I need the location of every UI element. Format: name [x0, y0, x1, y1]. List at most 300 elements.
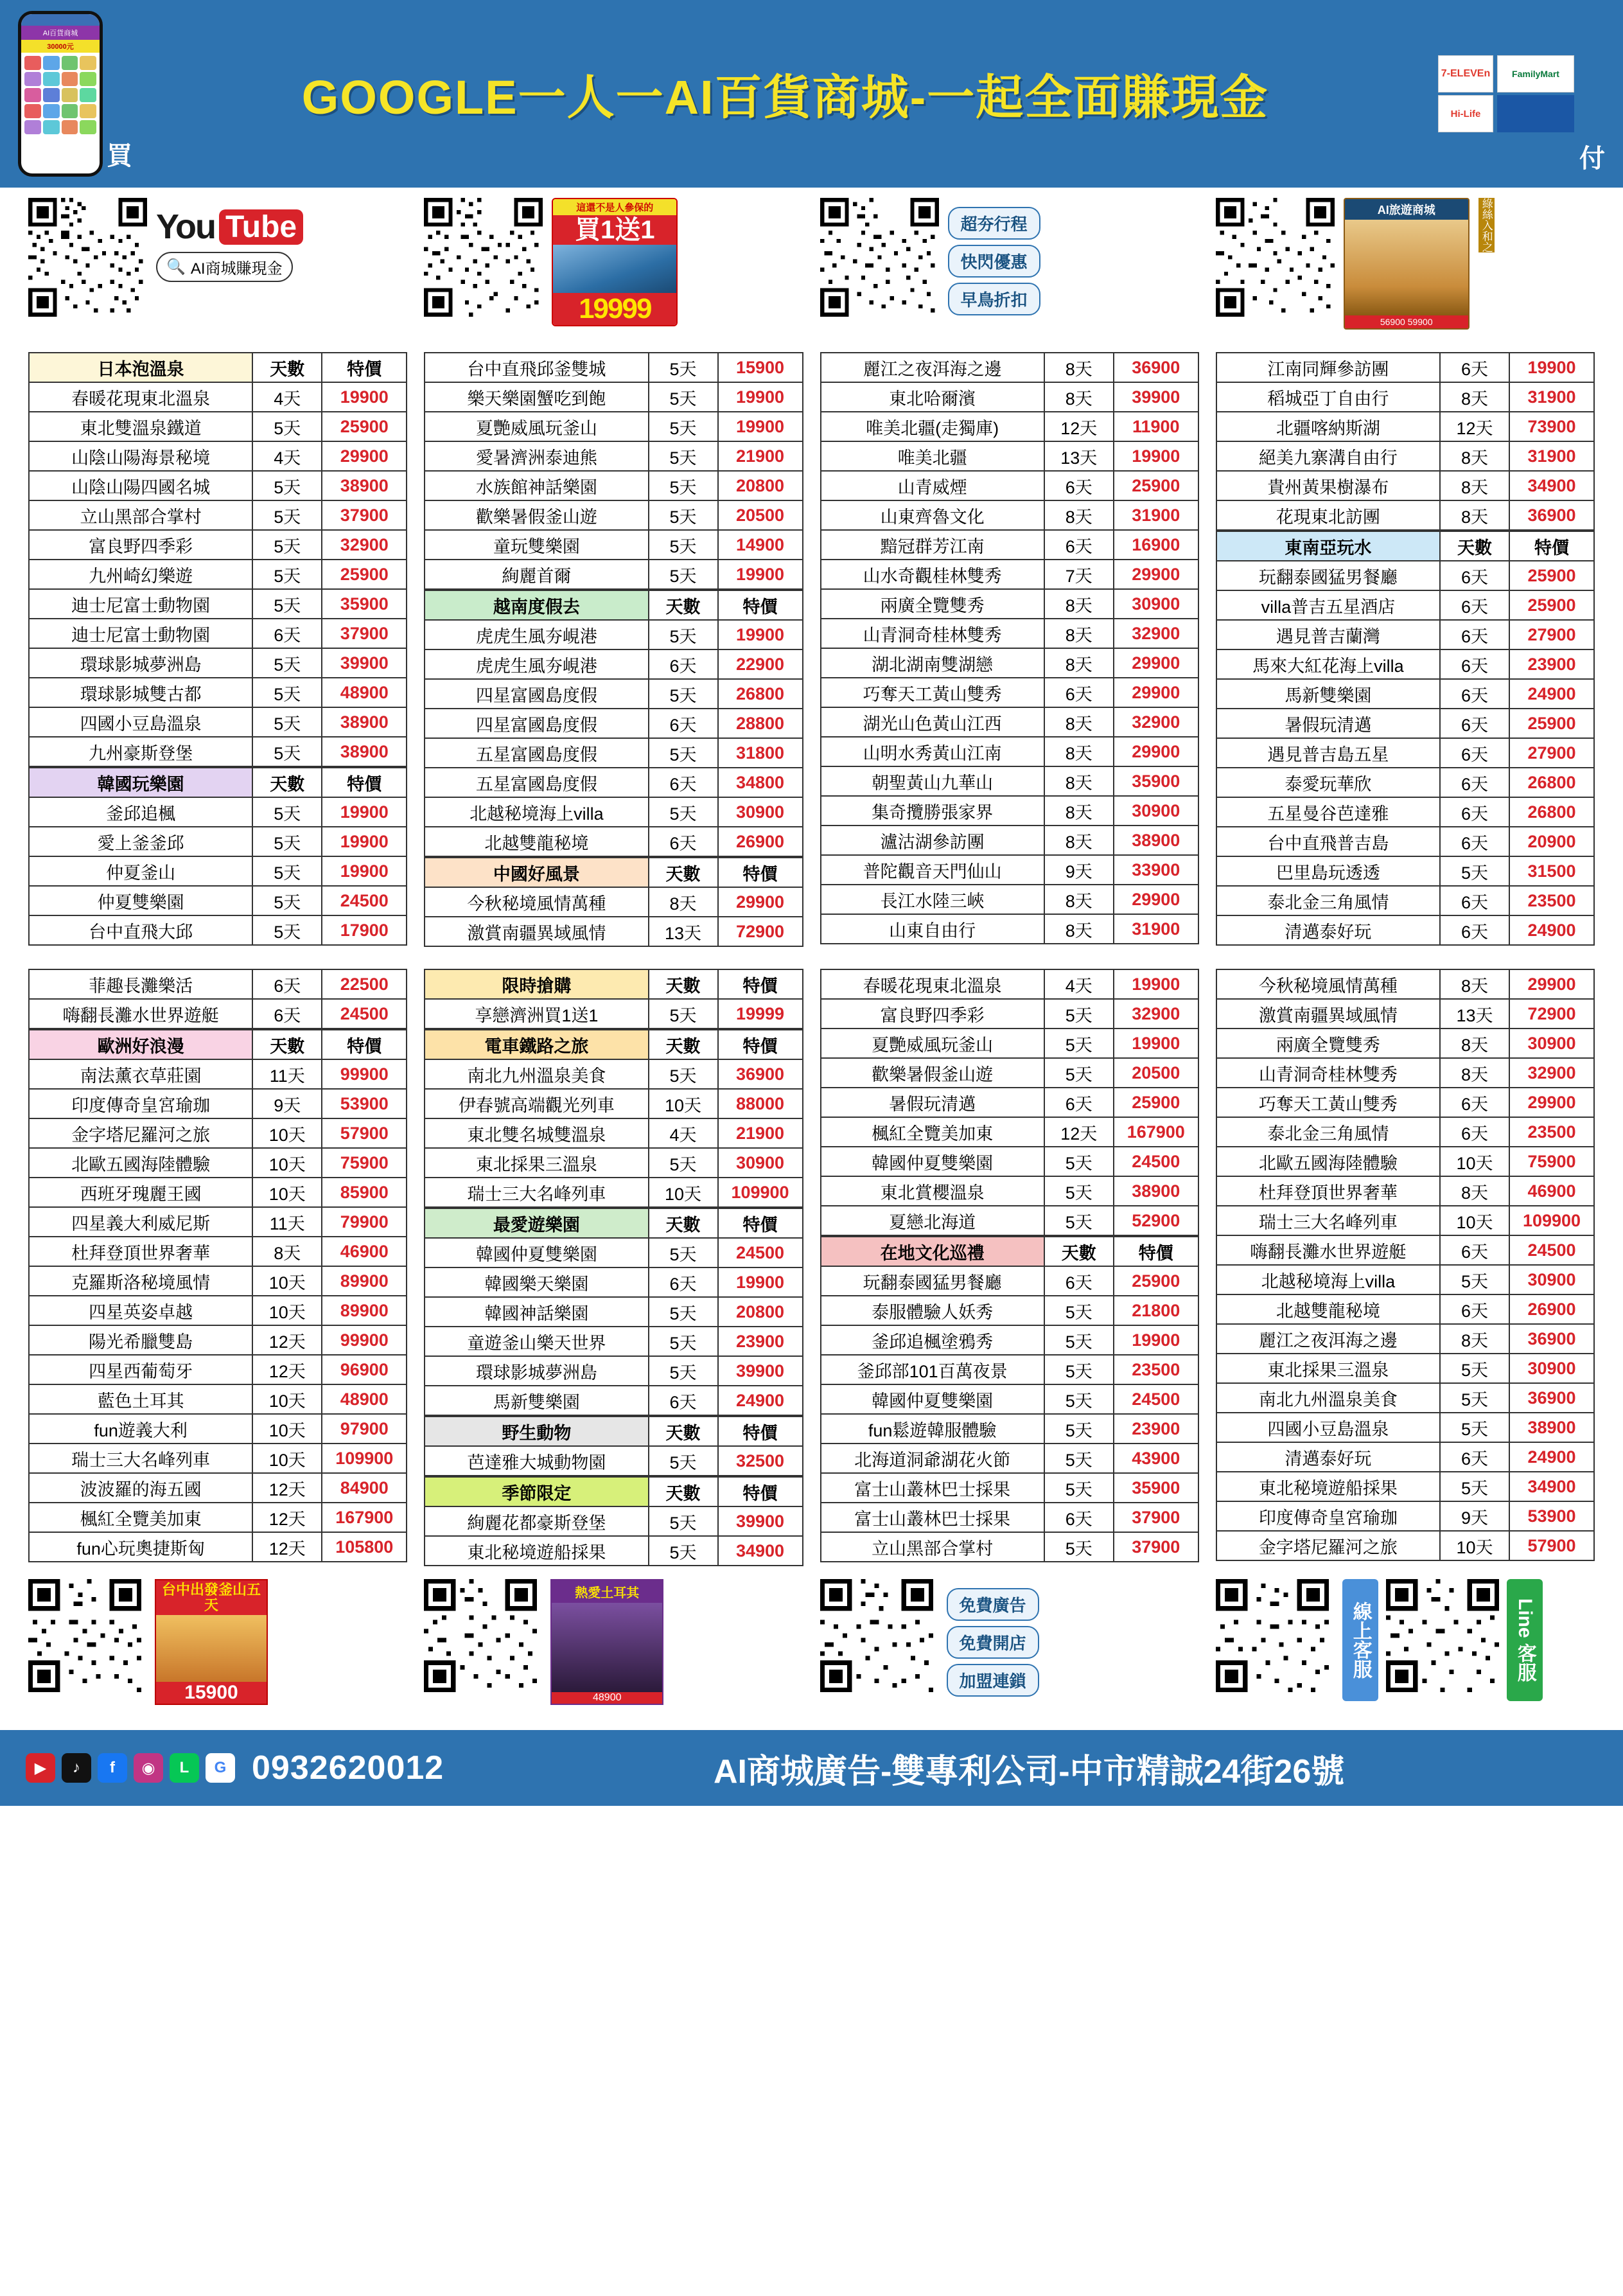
table-row[interactable] [29, 1059, 407, 1089]
qr-code-youtube[interactable] [28, 198, 147, 317]
qr-cell-youtube [28, 198, 407, 346]
table-row[interactable] [821, 766, 1198, 796]
table-row[interactable] [821, 471, 1198, 500]
qr-code-online-service[interactable] [1216, 1579, 1335, 1698]
tour-price: 30900 [1114, 796, 1198, 826]
tour-days: 11天 [252, 1207, 322, 1237]
table-row[interactable] [1216, 1294, 1594, 1324]
tour-name: 泰北金三角風情 [1216, 886, 1440, 915]
tour-days: 5天 [1044, 1414, 1114, 1444]
tour-days: 5天 [252, 797, 322, 827]
table-row[interactable] [29, 500, 407, 530]
table-row[interactable] [29, 707, 407, 737]
tour-days: 8天 [1440, 471, 1509, 500]
tour-price: 38900 [322, 707, 407, 737]
table-row[interactable] [1216, 1442, 1594, 1472]
tour-price: 19900 [322, 797, 407, 827]
tour-name: 遇見普吉蘭灣 [1216, 620, 1440, 649]
table-row[interactable] [425, 1446, 802, 1476]
tour-name: 杜拜登頂世界奢華 [1216, 1176, 1440, 1206]
table-row[interactable] [821, 441, 1198, 471]
table-row[interactable] [29, 1384, 407, 1414]
tour-days: 6天 [1440, 738, 1509, 768]
table-row[interactable] [425, 1178, 802, 1207]
tour-price: 32900 [1114, 707, 1198, 737]
table-row[interactable] [29, 886, 407, 915]
table-row[interactable] [821, 1029, 1198, 1058]
tour-days: 5天 [649, 1059, 718, 1089]
table-row[interactable] [821, 914, 1198, 944]
table-row[interactable] [29, 441, 407, 471]
table-row[interactable] [29, 827, 407, 856]
table-row[interactable] [29, 1118, 407, 1148]
table-row[interactable] [1216, 353, 1594, 382]
table-row[interactable] [29, 737, 407, 766]
table-row[interactable] [29, 1532, 407, 1562]
table-row[interactable] [821, 1473, 1198, 1503]
tour-name: 馬來大紅花海上villa [1216, 649, 1440, 679]
table-header-row [425, 1417, 802, 1446]
table-row[interactable] [1216, 709, 1594, 738]
table-row[interactable] [425, 999, 802, 1029]
table-row[interactable] [1216, 1531, 1594, 1560]
tour-days: 8天 [1044, 796, 1114, 826]
tour-days: 5天 [1440, 1354, 1509, 1383]
table-row[interactable] [821, 1503, 1198, 1532]
tour-name: 愛上釜釜邱 [29, 827, 252, 856]
table-row[interactable] [29, 1237, 407, 1266]
table-row[interactable] [1216, 999, 1594, 1029]
table-row[interactable] [821, 500, 1198, 530]
column-header-days: 天數 [649, 858, 718, 887]
tour-days: 8天 [1044, 766, 1114, 796]
table-row[interactable] [821, 737, 1198, 766]
tour-price: 109900 [322, 1444, 407, 1473]
tag-free-advertising[interactable]: 免費廣告 [947, 1588, 1039, 1621]
column-header-days: 天數 [1440, 531, 1509, 561]
qr-cell-busan-poster [28, 1579, 407, 1717]
tour-days: 6天 [1440, 1088, 1509, 1117]
table-row[interactable] [1216, 1383, 1594, 1413]
tour-price: 32500 [718, 1446, 803, 1476]
table-row[interactable] [821, 969, 1198, 999]
table-row[interactable] [29, 1414, 407, 1444]
instagram-icon[interactable]: ◉ [134, 1753, 163, 1783]
table-row[interactable] [29, 412, 407, 441]
tour-days: 8天 [1044, 914, 1114, 944]
table-row[interactable] [821, 855, 1198, 885]
table-row[interactable] [425, 441, 802, 471]
tour-name: 春暖花現東北溫泉 [29, 382, 252, 412]
table-row[interactable] [425, 353, 802, 382]
tour-days: 6天 [1440, 709, 1509, 738]
table-row[interactable] [1216, 1324, 1594, 1354]
tour-price: 88000 [718, 1089, 803, 1118]
table-row[interactable] [1216, 1413, 1594, 1442]
tour-name: 山水奇觀桂林雙秀 [821, 560, 1044, 589]
tour-price: 31800 [718, 738, 803, 768]
tour-days: 6天 [1440, 679, 1509, 709]
table-row[interactable] [1216, 886, 1594, 915]
tour-days: 5天 [252, 827, 322, 856]
turkey-poster-title: 熱愛土耳其 [552, 1580, 662, 1603]
table-row[interactable] [1216, 1501, 1594, 1531]
table-row[interactable] [29, 560, 407, 589]
tour-price: 37900 [322, 619, 407, 648]
google-icon[interactable]: G [206, 1753, 235, 1783]
table-row[interactable] [1216, 649, 1594, 679]
table-row[interactable] [821, 1384, 1198, 1414]
turkey-poster [550, 1579, 663, 1705]
tag-flash-deal[interactable]: 快閃優惠 [948, 245, 1040, 278]
table-row[interactable] [1216, 797, 1594, 827]
qr-code-free-ads[interactable] [820, 1579, 939, 1698]
tag-early-bird[interactable]: 早鳥折扣 [948, 283, 1040, 315]
table-row[interactable] [1216, 1354, 1594, 1383]
table-row[interactable] [425, 1297, 802, 1327]
table-row[interactable] [1216, 856, 1594, 886]
tour-price: 48900 [322, 678, 407, 707]
table-row[interactable] [1216, 561, 1594, 590]
youtube-icon[interactable]: ▶ [26, 1753, 55, 1783]
tour-name: 五星富國島度假 [425, 768, 648, 797]
facebook-icon[interactable]: f [98, 1753, 127, 1783]
table-row[interactable] [425, 768, 802, 797]
table-row[interactable] [29, 1355, 407, 1384]
tour-days: 5天 [1044, 1147, 1114, 1176]
table-row[interactable] [29, 1089, 407, 1118]
tour-days: 8天 [1044, 737, 1114, 766]
tour-name: 普陀觀音天門仙山 [821, 855, 1044, 885]
table-row[interactable] [29, 648, 407, 678]
tour-days: 8天 [1044, 382, 1114, 412]
tour-price: 24500 [322, 886, 407, 915]
table-row[interactable] [29, 619, 407, 648]
tour-price: 34800 [718, 768, 803, 797]
table-row[interactable] [821, 619, 1198, 648]
tour-price: 32900 [1114, 999, 1198, 1029]
table-row[interactable] [29, 1325, 407, 1355]
table-column-2 [424, 352, 803, 947]
line-service-label[interactable]: Line 客服 [1507, 1579, 1543, 1701]
table-row[interactable] [821, 1147, 1198, 1176]
table-row[interactable] [29, 999, 407, 1029]
table-row[interactable] [29, 1473, 407, 1503]
bottom-qr-strip [0, 1566, 1623, 1724]
tour-days: 12天 [1440, 412, 1509, 441]
tour-table [424, 1476, 803, 1566]
table-row[interactable] [1216, 915, 1594, 945]
tour-days: 5天 [252, 886, 322, 915]
table-row[interactable] [29, 382, 407, 412]
search-icon: 🔍 [166, 258, 186, 276]
table-row[interactable] [425, 797, 802, 827]
table-row[interactable] [425, 1148, 802, 1178]
seven-eleven-logo: 7-ELEVEn [1438, 55, 1493, 93]
table-row[interactable] [821, 1058, 1198, 1088]
tour-days: 5天 [1044, 1355, 1114, 1384]
table-row[interactable] [425, 1267, 802, 1297]
table-row[interactable] [425, 1356, 802, 1386]
table-row[interactable] [29, 969, 407, 999]
table-row[interactable] [1216, 1117, 1594, 1147]
tour-name: 泰北金三角風情 [1216, 1117, 1440, 1147]
tour-table [424, 1029, 803, 1208]
tour-price: 29900 [1509, 969, 1594, 999]
online-service-label[interactable]: 線上客服 [1342, 1579, 1378, 1701]
table-row[interactable] [1216, 768, 1594, 797]
tour-days: 8天 [1044, 826, 1114, 855]
table-row[interactable] [1216, 500, 1594, 530]
tour-name: 台中直飛大邱 [29, 915, 252, 945]
table-row[interactable] [1216, 679, 1594, 709]
tour-price: 37900 [322, 500, 407, 530]
tour-days: 6天 [649, 649, 718, 679]
qr-code-tags[interactable] [820, 198, 939, 317]
table-row[interactable] [821, 796, 1198, 826]
table-row[interactable] [821, 707, 1198, 737]
table-row[interactable] [1216, 1206, 1594, 1235]
tour-price: 21800 [1114, 1296, 1198, 1325]
table-row[interactable] [821, 678, 1198, 707]
qr-code-busan[interactable] [28, 1579, 147, 1698]
tour-days: 13天 [649, 917, 718, 946]
table-row[interactable] [425, 412, 802, 441]
tour-price: 75900 [322, 1148, 407, 1178]
table-row[interactable] [821, 826, 1198, 855]
table-row[interactable] [425, 887, 802, 917]
tour-name: 瑞士三大名峰列車 [1216, 1206, 1440, 1235]
table-row[interactable] [821, 589, 1198, 619]
table-row[interactable] [425, 1536, 802, 1566]
tour-days: 5天 [649, 1356, 718, 1386]
tour-name: 南北九州溫泉美食 [425, 1059, 648, 1089]
tour-price: 72900 [718, 917, 803, 946]
table-row[interactable] [821, 1117, 1198, 1147]
table-row[interactable] [425, 827, 802, 856]
tour-name: 北越秘境海上villa [425, 797, 648, 827]
table-row[interactable] [425, 620, 802, 649]
table-row[interactable] [821, 353, 1198, 382]
table-row[interactable] [821, 999, 1198, 1029]
tour-price: 35900 [1114, 766, 1198, 796]
table-row[interactable] [425, 500, 802, 530]
tour-days: 6天 [1044, 678, 1114, 707]
tour-price: 38900 [1114, 1176, 1198, 1206]
tour-price: 24500 [1509, 1235, 1594, 1265]
table-row[interactable] [1216, 1147, 1594, 1176]
tour-name: 夏艷威風玩釜山 [821, 1029, 1044, 1058]
tour-price: 29900 [1114, 737, 1198, 766]
table-row[interactable] [425, 649, 802, 679]
tour-days: 5天 [1440, 1265, 1509, 1294]
column-header-days: 天數 [649, 1030, 718, 1059]
tag-hot-itinerary[interactable]: 超夯行程 [948, 207, 1040, 240]
promo-poster [552, 198, 678, 326]
tag-franchise[interactable]: 加盟連鎖 [947, 1664, 1039, 1697]
qr-code-promo[interactable] [424, 198, 543, 317]
tour-name: 歡樂暑假釜山遊 [821, 1058, 1044, 1088]
line-icon[interactable]: L [170, 1753, 199, 1783]
tour-days: 5天 [1044, 1532, 1114, 1562]
table-row[interactable] [1216, 969, 1594, 999]
tour-table [28, 969, 407, 1029]
table-column-6 [424, 969, 803, 1566]
tour-days: 5天 [1044, 1206, 1114, 1235]
tiktok-icon[interactable]: ♪ [62, 1753, 91, 1783]
tour-name: 台中直飛邱釜雙城 [425, 353, 648, 382]
table-row[interactable] [1216, 590, 1594, 620]
tour-price: 48900 [322, 1384, 407, 1414]
table-row[interactable] [821, 1325, 1198, 1355]
column-header-days: 天數 [1044, 1237, 1114, 1266]
table-row[interactable] [425, 560, 802, 589]
table-row[interactable] [29, 856, 407, 886]
table-row[interactable] [1216, 827, 1594, 856]
tour-name: 山青威煙 [821, 471, 1044, 500]
table-row[interactable] [425, 1386, 802, 1415]
table-row[interactable] [29, 1207, 407, 1237]
table-row[interactable] [29, 1503, 407, 1532]
table-row[interactable] [821, 1296, 1198, 1325]
tour-name: 富良野四季彩 [821, 999, 1044, 1029]
table-row[interactable] [821, 885, 1198, 914]
table-row[interactable] [1216, 1176, 1594, 1206]
qr-code-travel-mall[interactable] [1216, 198, 1335, 317]
table-row[interactable] [425, 382, 802, 412]
table-row[interactable] [821, 1176, 1198, 1206]
table-row[interactable] [821, 382, 1198, 412]
youtube-caption [156, 252, 293, 282]
tour-days: 6天 [1440, 1442, 1509, 1472]
tour-price: 23900 [718, 1327, 803, 1356]
tour-name: 玩翻泰國猛男餐廳 [821, 1266, 1044, 1296]
tour-name: 芭達雅大城動物園 [425, 1446, 648, 1476]
table-row[interactable] [821, 1355, 1198, 1384]
table-header-row [29, 768, 407, 797]
youtube-caption-text: AI商城賺現金 [190, 260, 283, 278]
table-row[interactable] [821, 1088, 1198, 1117]
tour-days: 6天 [1044, 1266, 1114, 1296]
table-row[interactable] [821, 560, 1198, 589]
tour-days: 10天 [1440, 1531, 1509, 1560]
table-row[interactable] [821, 1532, 1198, 1562]
tour-name: 立山黑部合掌村 [29, 500, 252, 530]
footer-phone-number: 0932620012 [252, 1749, 444, 1787]
tour-name: 藍色土耳其 [29, 1384, 252, 1414]
tour-price: 29900 [1114, 560, 1198, 589]
table-row[interactable] [425, 709, 802, 738]
tour-days: 4天 [252, 441, 322, 471]
table-row[interactable] [821, 648, 1198, 678]
table-row[interactable] [29, 1444, 407, 1473]
tour-price: 29900 [1114, 885, 1198, 914]
table-row[interactable] [1216, 471, 1594, 500]
turkey-poster-image [552, 1603, 662, 1692]
table-row[interactable] [821, 412, 1198, 441]
tour-days: 6天 [1440, 915, 1509, 945]
tour-price: 167900 [322, 1503, 407, 1532]
table-row[interactable] [29, 1296, 407, 1325]
tour-price: 20800 [718, 471, 803, 500]
table-row[interactable] [1216, 1472, 1594, 1501]
table-row[interactable] [29, 678, 407, 707]
table-row[interactable] [1216, 412, 1594, 441]
tour-price: 36900 [1509, 500, 1594, 530]
table-row[interactable] [821, 1266, 1198, 1296]
table-row[interactable] [821, 1206, 1198, 1235]
tour-price: 21900 [718, 1118, 803, 1148]
table-row[interactable] [425, 530, 802, 560]
tour-days: 10天 [252, 1178, 322, 1207]
table-row[interactable] [1216, 1235, 1594, 1265]
table-row[interactable] [29, 797, 407, 827]
tour-name: 今秋秘境風情萬種 [425, 887, 648, 917]
table-row[interactable] [425, 738, 802, 768]
tour-name: 金字塔尼羅河之旅 [1216, 1531, 1440, 1560]
table-row[interactable] [1216, 620, 1594, 649]
table-row[interactable] [29, 589, 407, 619]
tour-price: 20500 [1114, 1058, 1198, 1088]
table-row[interactable] [425, 1506, 802, 1536]
qr-code-turkey[interactable] [424, 1579, 543, 1698]
table-row[interactable] [1216, 382, 1594, 412]
section-title: 韓國玩樂園 [29, 768, 252, 797]
tour-price: 37900 [1114, 1532, 1198, 1562]
tour-price: 38900 [1509, 1413, 1594, 1442]
tour-name: 童遊釜山樂天世界 [425, 1327, 648, 1356]
tour-days: 5天 [252, 471, 322, 500]
tour-price: 33900 [1114, 855, 1198, 885]
tour-price: 99900 [322, 1325, 407, 1355]
table-row[interactable] [29, 530, 407, 560]
table-row[interactable] [1216, 1088, 1594, 1117]
tour-days: 8天 [1044, 500, 1114, 530]
table-row[interactable] [821, 1444, 1198, 1473]
table-row[interactable] [1216, 1029, 1594, 1058]
table-row[interactable] [425, 471, 802, 500]
table-row[interactable] [1216, 1058, 1594, 1088]
tour-price: 16900 [1114, 530, 1198, 560]
tour-name: 富良野四季彩 [29, 530, 252, 560]
tour-days: 5天 [1044, 1296, 1114, 1325]
tour-name: 山東自由行 [821, 914, 1044, 944]
table-row[interactable] [29, 915, 407, 945]
table-row[interactable] [425, 1059, 802, 1089]
table-row[interactable] [821, 530, 1198, 560]
table-row[interactable] [425, 1089, 802, 1118]
table-row[interactable] [1216, 441, 1594, 471]
table-row[interactable] [425, 1327, 802, 1356]
table-row[interactable] [29, 1148, 407, 1178]
table-row[interactable] [425, 917, 802, 946]
table-row[interactable] [1216, 1265, 1594, 1294]
tour-days: 8天 [1044, 589, 1114, 619]
travel-poster-title: AI旅遊商城 [1345, 199, 1468, 220]
tag-free-store[interactable]: 免費開店 [947, 1626, 1039, 1659]
table-row[interactable] [29, 1178, 407, 1207]
table-row[interactable] [1216, 738, 1594, 768]
tour-days: 5天 [1044, 1384, 1114, 1414]
table-row[interactable] [425, 1118, 802, 1148]
table-row[interactable] [29, 471, 407, 500]
table-row[interactable] [425, 1238, 802, 1267]
table-row[interactable] [425, 679, 802, 709]
qr-code-line-service[interactable] [1386, 1579, 1499, 1692]
table-row[interactable] [821, 1414, 1198, 1444]
table-row[interactable] [29, 1266, 407, 1296]
tour-days: 6天 [1044, 1088, 1114, 1117]
